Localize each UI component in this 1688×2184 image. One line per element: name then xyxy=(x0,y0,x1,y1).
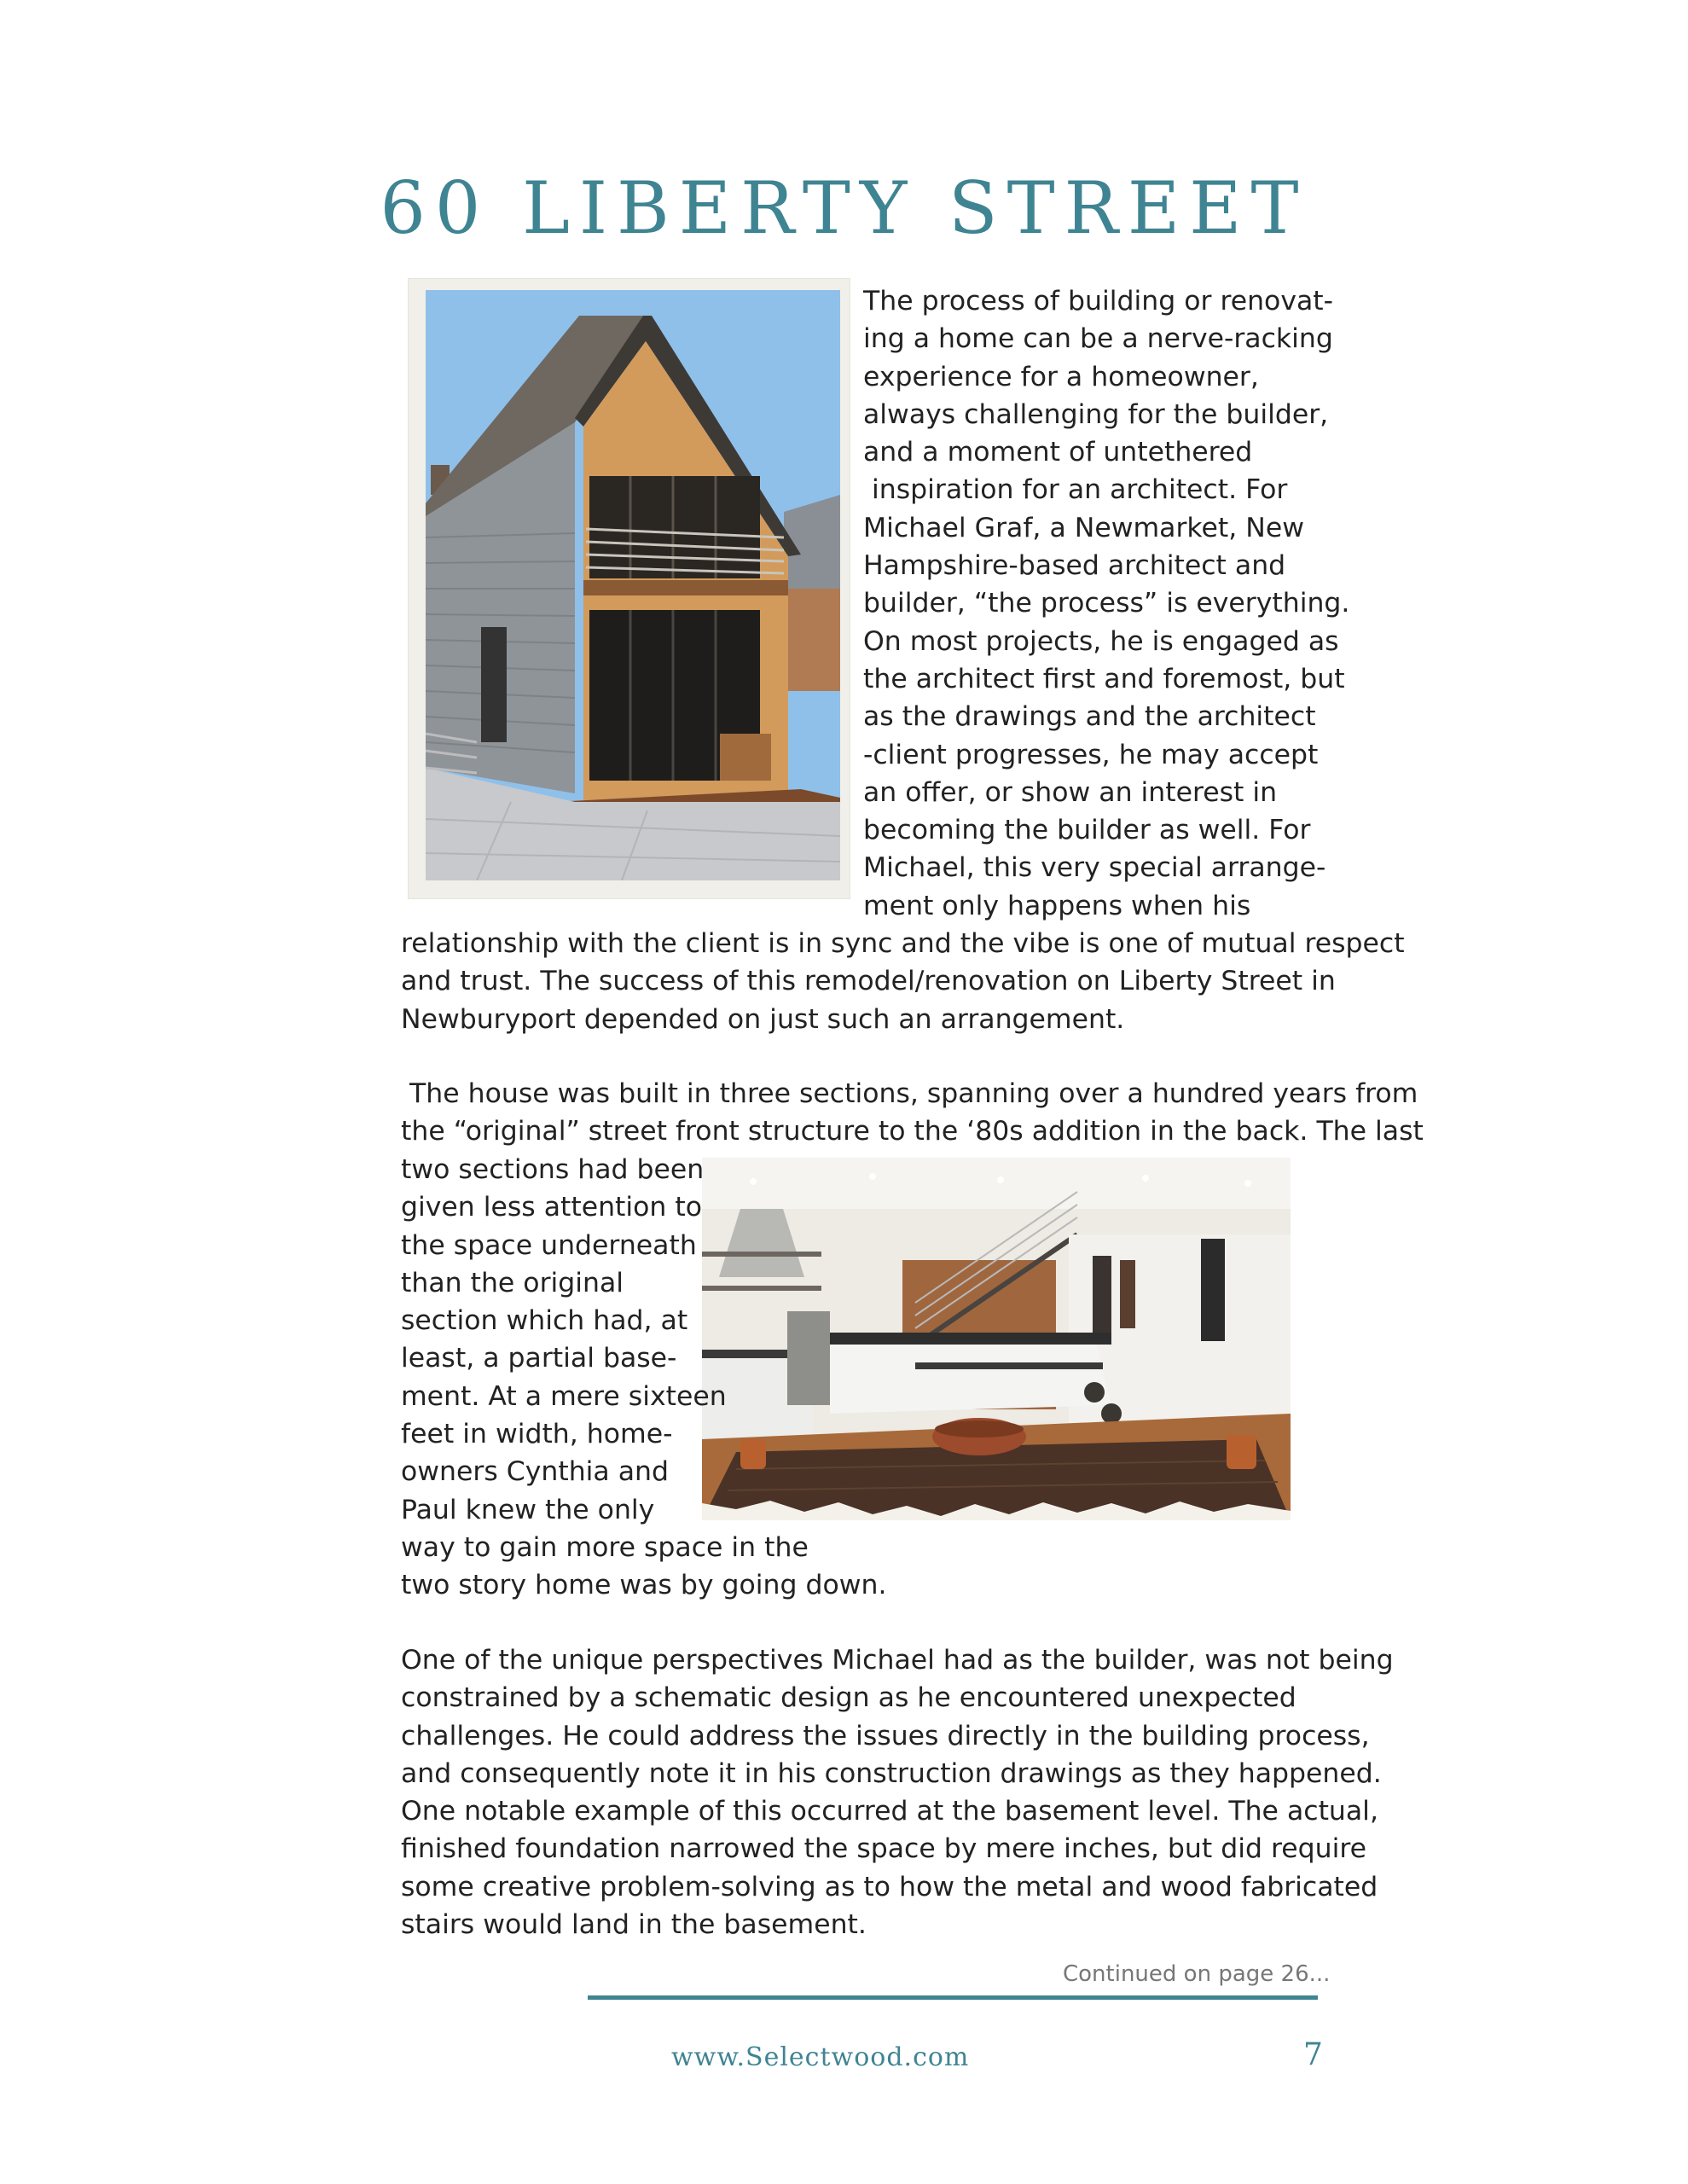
text-line: Newburyport depended on just such an arrangement. xyxy=(401,1003,1125,1035)
page-number: 7 xyxy=(1303,2037,1323,2072)
text-line: builder, “the process” is everything. xyxy=(863,588,1350,619)
text-line: experience for a homeowner, xyxy=(863,361,1259,392)
text-line: stairs would land in the basement. xyxy=(401,1909,867,1941)
text-line: feet in width, home- xyxy=(401,1419,673,1450)
text-line: and consequently note it in his construction drawings as they happened. xyxy=(401,1757,1382,1789)
text-line: some creative problem-solving as to how the metal and wood fabricated xyxy=(401,1871,1378,1902)
text-line: two story home was by going down. xyxy=(401,1570,887,1601)
text-line: ment only happens when his xyxy=(863,890,1251,921)
text-line: two sections had been xyxy=(401,1154,705,1185)
text-line: section which had, at xyxy=(401,1305,688,1337)
text-line: than the original xyxy=(401,1267,624,1298)
paragraph-3 xyxy=(401,1641,1394,1943)
text-line: given less attention to xyxy=(401,1192,703,1223)
text-line: the architect first and foremost, but xyxy=(863,663,1345,694)
footer-website[interactable]: www.Selectwood.com xyxy=(671,2042,970,2072)
text-line: way to gain more space in the xyxy=(401,1531,809,1563)
text-line: Paul knew the only xyxy=(401,1494,655,1525)
text-line: finished foundation narrowed the space by mere inches, but did require xyxy=(401,1833,1366,1865)
text-line: Michael Graf, a Newmarket, New xyxy=(863,512,1304,543)
text-line: least, a partial base- xyxy=(401,1343,677,1374)
paragraph-1-right-column xyxy=(863,282,1349,925)
text-line: the space underneath xyxy=(401,1229,697,1261)
text-line: relationship with the client is in sync and the vibe is one of mutual respect xyxy=(401,928,1405,959)
text-line: Hampshire-based architect and xyxy=(863,550,1286,582)
article-title: 60 LIBERTY STREET xyxy=(380,166,1308,250)
text-line: constrained by a schematic design as he encountered unexpected xyxy=(401,1682,1296,1714)
text-line: and trust. The success of this remodel/renovation on Liberty Street in xyxy=(401,966,1336,997)
text-line: always challenging for the builder, xyxy=(863,398,1329,430)
text-line: becoming the builder as well. For xyxy=(863,815,1311,846)
text-line: One notable example of this occurred at the basement level. The actual, xyxy=(401,1796,1378,1827)
text-line: the “original” street front structure to the ‘80s addition in the back. The last xyxy=(401,1116,1424,1147)
text-line: The process of building or renovat- xyxy=(863,286,1333,317)
text-line: challenges. He could address the issues directly in the building process, xyxy=(401,1720,1370,1751)
paragraph-1-continuation xyxy=(401,925,1405,1038)
text-line: owners Cynthia and xyxy=(401,1456,670,1488)
text-line: inspiration for an architect. For xyxy=(863,474,1288,506)
footer-rule xyxy=(588,1995,1318,2000)
text-line: ment. At a mere sixteen xyxy=(401,1380,727,1412)
text-line: Michael, this very special arrange- xyxy=(863,852,1326,884)
text-line: ing a home can be a nerve-racking xyxy=(863,323,1333,355)
text-line: and a moment of untethered xyxy=(863,437,1253,468)
paragraph-2-intro xyxy=(401,1075,1424,1151)
text-line: -client progresses, he may accept xyxy=(863,739,1319,770)
house-photo xyxy=(426,290,840,880)
text-line: The house was built in three sections, spanning over a hundred years from xyxy=(401,1078,1418,1109)
paragraph-2-left-column xyxy=(401,1151,887,1605)
text-line: as the drawings and the architect xyxy=(863,701,1316,733)
text-line: One of the unique perspectives Michael had as the builder, was not being xyxy=(401,1645,1394,1676)
continued-note: Continued on page 26... xyxy=(1063,1961,1331,1987)
text-line: On most projects, he is engaged as xyxy=(863,625,1339,657)
text-line: an offer, or show an interest in xyxy=(863,776,1278,808)
